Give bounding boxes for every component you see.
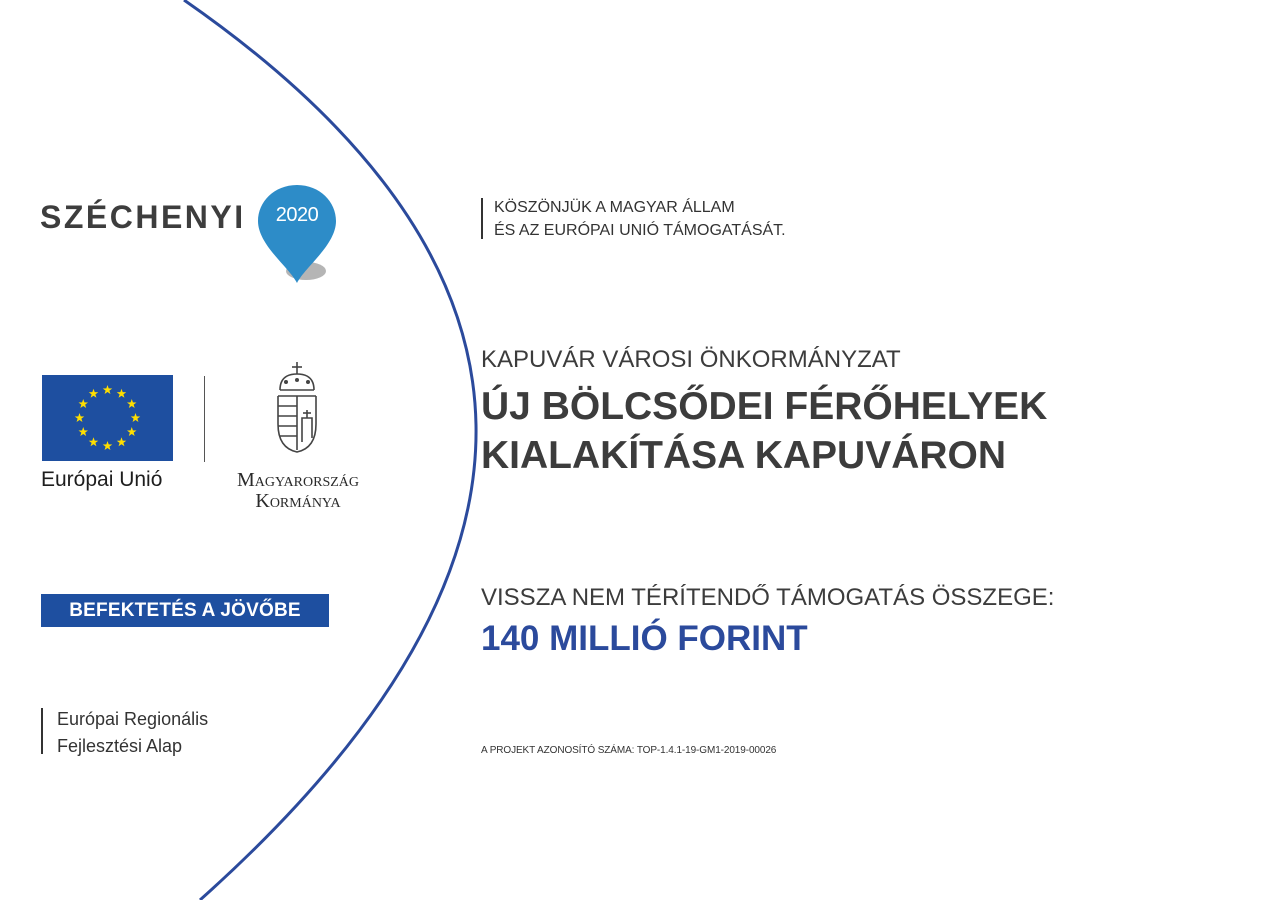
erfa-bar [41, 708, 43, 754]
invest-future-banner: BEFEKTETÉS A JÖVŐBE [41, 594, 329, 627]
thanks-line-1: KÖSZÖNJÜK A MAGYAR ÁLLAM [494, 199, 735, 216]
eu-label: Európai Unió [41, 468, 163, 491]
project-id: A PROJEKT AZONOSÍTÓ SZÁMA: TOP-1.4.1-19-GM1-2019-00026 [481, 745, 777, 756]
thanks-line-2: ÉS AZ EURÓPAI UNIÓ TÁMOGATÁSÁT. [494, 222, 786, 239]
thanks-bar [481, 198, 483, 239]
szechenyi-wordmark: SZÉCHENYI [40, 199, 246, 235]
erfa-line-1: Európai Regionális [57, 709, 209, 729]
szechenyi-year: 2020 [275, 204, 319, 226]
government-name: Magyarország [236, 469, 360, 491]
government-line-2 [218, 490, 378, 513]
project-title-line-2: KIALAKÍTÁSA KAPUVÁRON [481, 434, 1007, 477]
eu-flag-icon [42, 375, 173, 461]
government-name-2: Kormánya [255, 490, 341, 512]
support-label: VISSZA NEM TÉRÍTENDŐ TÁMOGATÁS ÖSSZEGE: [481, 584, 1055, 611]
beneficiary-name: KAPUVÁR VÁROSI ÖNKORMÁNYZAT [481, 346, 901, 373]
project-title-line-1: ÚJ BÖLCSŐDEI FÉRŐHELYEK [481, 385, 1048, 428]
government-line-1 [218, 469, 378, 492]
szechenyi-pin-icon [256, 183, 338, 285]
support-amount: 140 MILLIÓ FORINT [481, 619, 808, 658]
logo-divider [204, 376, 205, 462]
hungarian-crest-icon [272, 360, 322, 455]
erfa-line-2: Fejlesztési Alap [57, 736, 183, 756]
